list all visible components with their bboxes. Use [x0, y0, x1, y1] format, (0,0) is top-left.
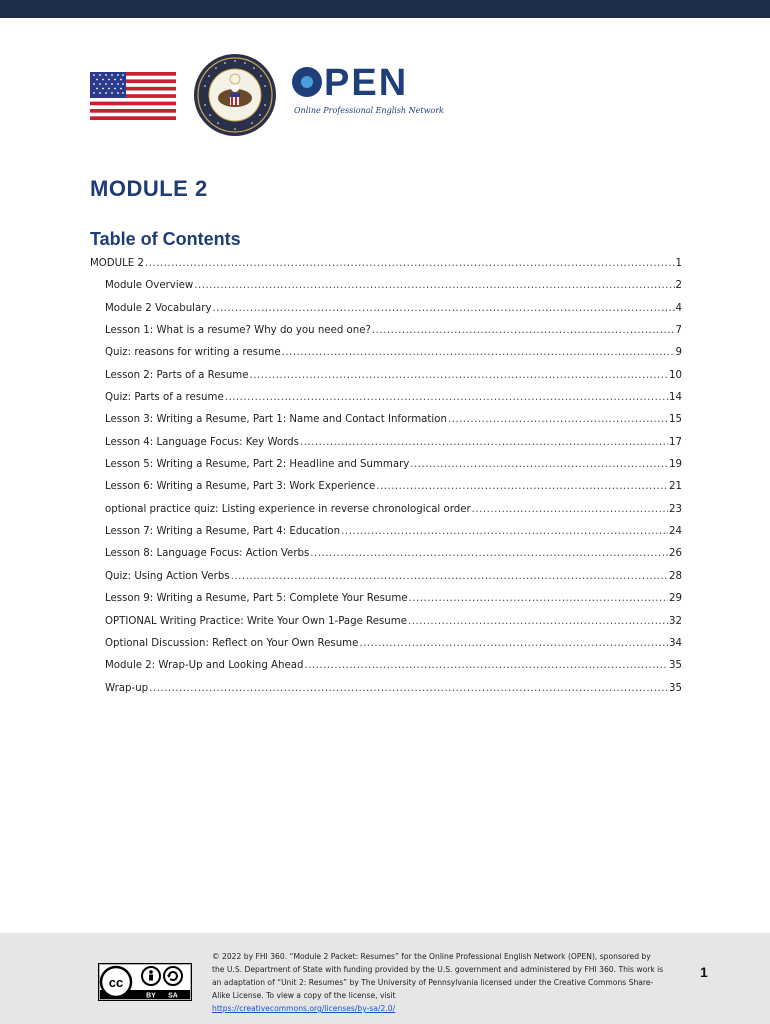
toc-entry-page: 35	[669, 682, 682, 694]
toc-entry-page: 7	[675, 325, 682, 337]
toc-dot-leader	[194, 279, 674, 293]
toc-entry[interactable]	[105, 547, 682, 569]
toc-entry-label: OPTIONAL Writing Practice: Write Your Own 1-Page Resume	[105, 615, 407, 627]
toc-dot-leader	[145, 257, 675, 271]
toc-entry-page: 29	[669, 593, 682, 605]
toc-entry-page: 14	[669, 392, 682, 404]
toc-entry-label: Module 2 Vocabulary	[105, 302, 212, 314]
toc-entry-page: 35	[669, 660, 682, 672]
toc-entry-label: Optional Discussion: Reflect on Your Own Resume	[105, 637, 359, 649]
toc-dot-leader	[282, 346, 675, 360]
toc-entry-page: 28	[669, 570, 682, 582]
toc-entry-label: Lesson 8: Language Focus: Action Verbs	[105, 548, 310, 560]
toc-entry-page: 23	[669, 503, 682, 515]
toc-entry[interactable]	[105, 369, 682, 391]
license-link[interactable]: https://creativecommons.org/licenses/by-sa/2.0/	[212, 1004, 396, 1013]
toc-entry[interactable]	[105, 570, 682, 592]
open-logo	[292, 62, 452, 120]
toc-entry-label: Lesson 9: Writing a Resume, Part 5: Complete Your Resume	[105, 593, 408, 605]
toc-dot-leader	[231, 570, 668, 584]
toc-entry[interactable]	[105, 279, 682, 301]
toc-entry-label: MODULE 2	[90, 258, 144, 269]
logo-tagline: Online Professional English Network	[294, 106, 444, 115]
toc-dot-leader	[341, 525, 668, 539]
toc-entry-label: optional practice quiz: Listing experience in reverse chronological order	[105, 503, 471, 515]
toc-entry[interactable]	[90, 257, 682, 279]
toc-dot-leader	[410, 458, 668, 472]
module-heading: MODULE 2	[90, 176, 208, 201]
table-of-contents	[90, 257, 682, 704]
toc-entry[interactable]	[105, 659, 682, 681]
toc-dot-leader	[149, 682, 668, 696]
toc-entry-label: Lesson 3: Writing a Resume, Part 1: Name and Contact Information	[105, 414, 447, 426]
toc-dot-leader	[300, 436, 668, 450]
cc-mark: cc	[108, 975, 124, 990]
toc-entry[interactable]	[105, 436, 682, 458]
toc-entry-page: 2	[675, 280, 682, 292]
toc-entry-label: Quiz: Parts of a resume	[105, 392, 224, 404]
toc-entry[interactable]	[105, 324, 682, 346]
toc-entry[interactable]	[105, 480, 682, 502]
toc-entry[interactable]	[105, 637, 682, 659]
toc-entry[interactable]	[105, 592, 682, 614]
by-label: BY	[146, 992, 156, 1000]
toc-entry-page: 10	[669, 369, 682, 381]
toc-entry[interactable]	[105, 682, 682, 704]
toc-dot-leader	[372, 324, 675, 338]
toc-entry-page: 1	[675, 258, 682, 269]
toc-title: Table of Contents	[90, 229, 241, 249]
toc-entry[interactable]	[105, 302, 682, 324]
toc-dot-leader	[250, 369, 669, 383]
toc-dot-leader	[472, 503, 668, 517]
toc-entry-page: 26	[669, 548, 682, 560]
toc-entry[interactable]	[105, 413, 682, 435]
toc-entry-page: 32	[669, 615, 682, 627]
toc-entry-label: Lesson 5: Writing a Resume, Part 2: Headline and Summary	[105, 459, 410, 471]
globe-icon	[292, 67, 322, 97]
logo-wordmark	[292, 62, 408, 105]
toc-entry-label: Lesson 7: Writing a Resume, Part 4: Education	[105, 526, 341, 538]
toc-entry-label: Quiz: Using Action Verbs	[105, 570, 230, 582]
toc-entry-label: Lesson 6: Writing a Resume, Part 3: Work Experience	[105, 481, 376, 493]
toc-entry[interactable]	[105, 458, 682, 480]
toc-entry[interactable]	[105, 525, 682, 547]
toc-entry-label: Module 2: Wrap-Up and Looking Ahead	[105, 660, 304, 672]
toc-entry-label: Module Overview	[105, 280, 194, 292]
toc-entry[interactable]	[105, 503, 682, 525]
toc-dot-leader	[448, 413, 668, 427]
toc-entry-page: 9	[675, 347, 682, 359]
toc-dot-leader	[376, 480, 668, 494]
toc-entry-page: 34	[669, 637, 682, 649]
page-number: 1	[700, 964, 708, 980]
toc-entry[interactable]	[105, 391, 682, 413]
toc-dot-leader	[304, 659, 668, 673]
us-flag-icon	[90, 72, 176, 120]
toc-entry-page: 19	[669, 459, 682, 471]
toc-entry[interactable]	[105, 615, 682, 637]
toc-dot-leader	[408, 615, 668, 629]
cc-by-sa-license-icon	[98, 963, 192, 1001]
toc-entry-label: Wrap-up	[105, 682, 149, 694]
toc-entry-page: 24	[669, 526, 682, 538]
toc-entry-page: 15	[669, 414, 682, 426]
toc-dot-leader	[212, 302, 674, 316]
toc-entry-page: 17	[669, 436, 682, 448]
toc-dot-leader	[359, 637, 668, 651]
department-of-state-seal-icon	[193, 53, 277, 137]
toc-entry[interactable]	[105, 346, 682, 368]
footer-copyright-text: © 2022 by FHI 360. “Module 2 Packet: Resumes” for the Online Professional English Network (OPEN), sponsored by the U.S. Department of State with funding provided by the U.S. government and administered by FHI 360. This work is an adaptation of “Unit 2: Resumes” by The University of Pennsylvania licensed under the Creative Commons Share-Alike License. To view a copy of the license, visit	[212, 952, 664, 1000]
toc-entry-label: Quiz: reasons for writing a resume	[105, 347, 281, 359]
toc-entry-label: Lesson 4: Language Focus: Key Words	[105, 436, 299, 448]
toc-entry-label: Lesson 1: What is a resume? Why do you need one?	[105, 325, 371, 337]
toc-entry-label: Lesson 2: Parts of a Resume	[105, 369, 249, 381]
top-color-bar	[0, 0, 770, 18]
sa-label: SA	[168, 992, 178, 1000]
toc-dot-leader	[225, 391, 668, 405]
logo-wordmark-text: PEN	[324, 62, 409, 104]
toc-dot-leader	[310, 547, 668, 561]
toc-entry-page: 4	[675, 302, 682, 314]
toc-entry-page: 21	[669, 481, 682, 493]
toc-dot-leader	[409, 592, 668, 606]
